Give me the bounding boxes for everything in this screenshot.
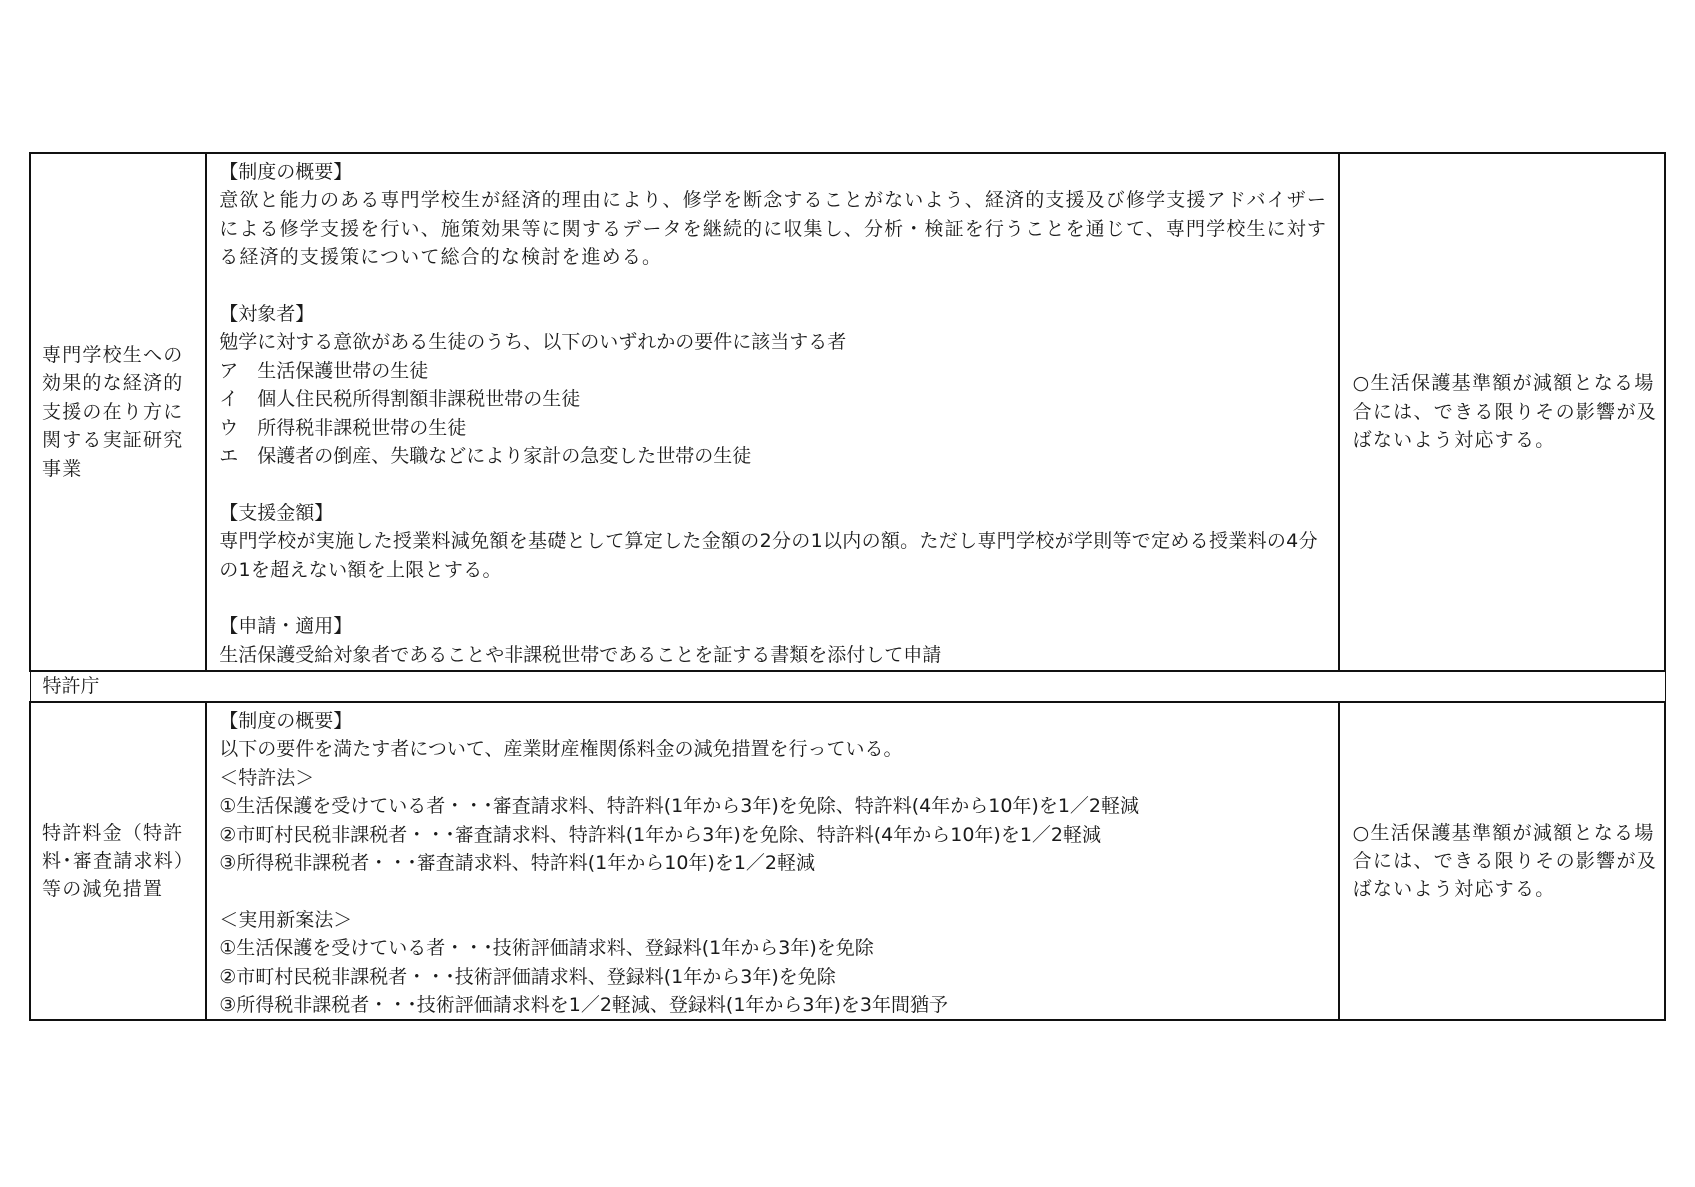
program-details-cell bbox=[206, 153, 1338, 671]
program-name: 特許料金（特許料･審査請求料）等の減免措置 bbox=[42, 821, 195, 901]
section-heading: 【申請・適用】 bbox=[219, 615, 353, 638]
program-name: 専門学校生への効果的な経済的支援の在り方に関する実証研究事業 bbox=[42, 343, 184, 480]
department-row bbox=[30, 671, 1665, 702]
note-text: ○生活保護基準額が減額となる場合には、できる限りその影響が及ばないよう対応する。 bbox=[1352, 821, 1658, 901]
overview-text: 以下の要件を満たす者について、産業財産権関係料金の減免措置を行っている。 bbox=[219, 738, 903, 761]
target-intro: 勉学に対する意欲がある生徒のうち、以下のいずれかの要件に該当する者 bbox=[219, 331, 847, 354]
section-heading: 【支援金額】 bbox=[219, 501, 334, 524]
program-name-cell bbox=[30, 702, 206, 1020]
measures-table bbox=[29, 152, 1666, 1021]
section-heading: ＜特許法＞ bbox=[219, 766, 315, 789]
section-heading: 【対象者】 bbox=[219, 303, 315, 325]
overview-text: 意欲と能力のある専門学校生が経済的理由により、修学を断念することがないよう、経済的支援及び修学支援アドバイザーによる修学支援を行い、施策効果等に関するデータを継続的に収集し、分析・検証を行うことを通じて、専門学校生に対する経済的支援策について総合的な検討を進める。 bbox=[219, 189, 1328, 269]
list-item: イ 個人住民税所得割額非課税世帯の生徒 bbox=[219, 388, 581, 411]
note-text: ○生活保護基準額が減額となる場合には、できる限りその影響が及ばないよう対応する。 bbox=[1352, 372, 1658, 452]
list-item: ①生活保護を受けている者・・･技術評価請求料、登録料(1年から3年)を免除 bbox=[219, 937, 874, 960]
note-cell bbox=[1339, 702, 1665, 1020]
program-name-cell bbox=[30, 153, 206, 671]
list-item: ①生活保護を受けている者・・･審査請求料、特許料(1年から3年)を免除、特許料(4年から10年)を1／2軽減 bbox=[219, 795, 1140, 818]
list-item: ③所得税非課税者・・･技術評価請求料を1／2軽減、登録料(1年から3年)を3年間猶予 bbox=[219, 993, 949, 1016]
list-item: エ 保護者の倒産、失職などにより家計の急変した世帯の生徒 bbox=[219, 444, 752, 467]
list-item: ウ 所得税非課税世帯の生徒 bbox=[219, 416, 467, 439]
section-heading: 【制度の概要】 bbox=[219, 710, 353, 732]
department-cell bbox=[30, 671, 1665, 702]
list-item: ②市町村民税非課税者・・･審査請求料、特許料(1年から3年)を免除、特許料(4年から10年)を1／2軽減 bbox=[219, 823, 1102, 846]
program-details-cell bbox=[206, 702, 1338, 1020]
section-heading: ＜実用新案法＞ bbox=[219, 908, 353, 931]
note-cell bbox=[1339, 153, 1665, 671]
amount-text: 専門学校が実施した授業料減免額を基礎として算定した金額の2分の1以内の額。ただし専門学校が学則等で定める授業料の4分の1を超えない額を上限とする。 bbox=[219, 530, 1318, 581]
section-heading: 【制度の概要】 bbox=[219, 161, 353, 183]
list-item: ③所得税非課税者・・･審査請求料、特許料(1年から10年)を1／2軽減 bbox=[219, 851, 816, 874]
application-text: 生活保護受給対象者であることや非課税世帯であることを証する書類を添付して申請 bbox=[219, 643, 942, 666]
table-row bbox=[30, 702, 1665, 1020]
table-row bbox=[30, 153, 1665, 671]
list-item: ②市町村民税非課税者・・･技術評価請求料、登録料(1年から3年)を免除 bbox=[219, 965, 836, 988]
department-name: 特許庁 bbox=[42, 675, 100, 698]
list-item: ア 生活保護世帯の生徒 bbox=[219, 359, 429, 382]
